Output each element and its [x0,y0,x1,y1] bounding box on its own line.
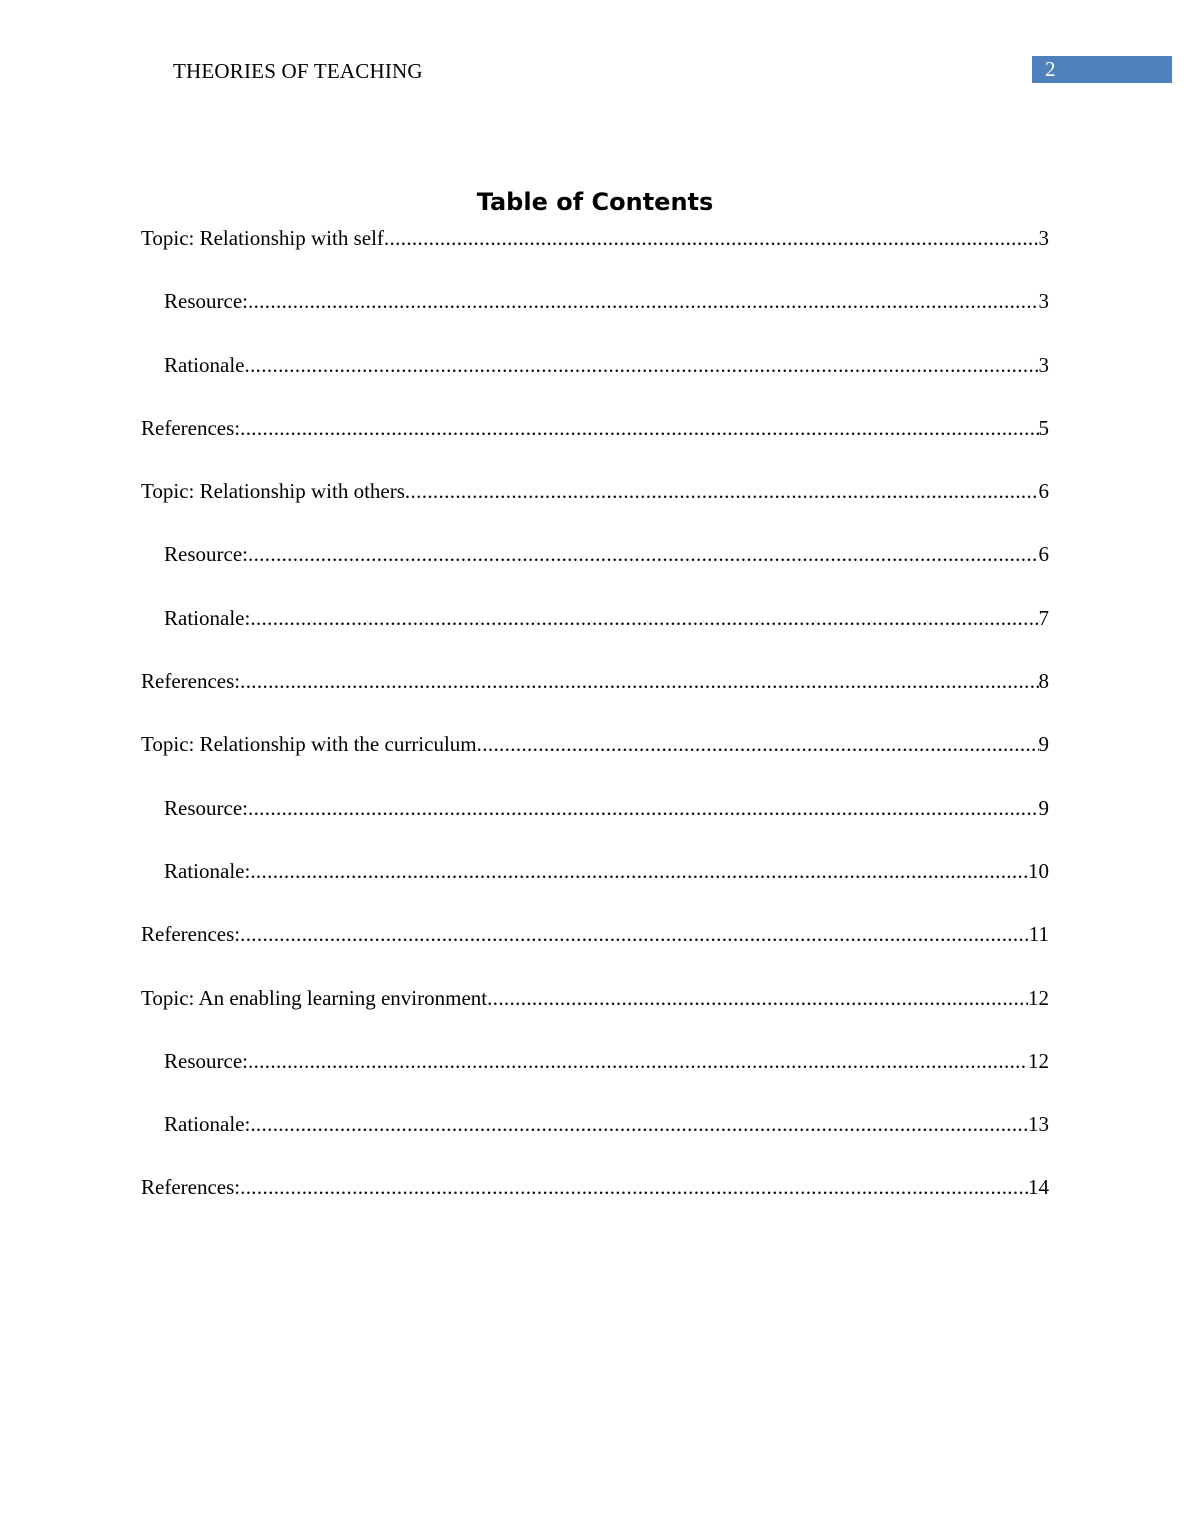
toc-entry-resource-3[interactable] [141,794,1049,857]
toc-entry-resource-1[interactable] [141,287,1049,350]
toc-entry-page: 3 [1038,352,1049,377]
toc-entry-resource-4[interactable] [141,1047,1049,1110]
toc-entry-label: Rationale [164,352,245,377]
toc-entry-label: References: [141,922,241,947]
toc-dot-leader [405,477,1039,505]
toc-entry-label: Resource: [164,542,248,567]
toc-dot-leader [250,1110,1028,1138]
toc-dot-leader [248,540,1039,568]
toc-dot-leader [250,604,1038,632]
toc-entry-page: 12 [1028,985,1049,1010]
toc-entry-topic-others[interactable] [141,477,1049,540]
toc-list [141,224,1049,1237]
toc-entry-label: Rationale: [164,1112,251,1137]
toc-entry-references-1[interactable] [141,414,1049,477]
toc-entry-page: 7 [1038,605,1049,630]
toc-entry-references-4[interactable] [141,1173,1049,1236]
toc-entry-page: 12 [1028,1048,1049,1073]
toc-dot-leader [244,351,1038,379]
toc-dot-leader [248,1047,1028,1075]
toc-entry-label: Rationale: [164,605,251,630]
toc-dot-leader [240,667,1038,695]
toc-entry-page: 14 [1028,1175,1049,1200]
toc-dot-leader [384,224,1039,252]
toc-entry-rationale-4[interactable] [141,1110,1049,1173]
toc-entry-page: 3 [1038,226,1049,250]
toc-entry-label: References: [141,415,241,440]
toc-dot-leader [240,1173,1028,1201]
toc-entry-page: 6 [1038,542,1049,567]
toc-dot-leader [487,984,1028,1012]
toc-heading: Table of Contents [476,188,714,216]
toc-entry-topic-curriculum[interactable] [141,730,1049,793]
toc-entry-label: Topic: An enabling learning environment [141,985,488,1010]
toc-entry-page: 6 [1038,479,1049,504]
toc-dot-leader [248,287,1039,315]
toc-entry-label: References: [141,1175,241,1200]
toc-entry-page: 13 [1028,1112,1049,1137]
toc-entry-rationale-1[interactable] [141,351,1049,414]
running-header-title: THEORIES OF TEACHING [173,59,423,83]
toc-entry-label: Topic: Relationship with the curriculum [141,732,477,757]
toc-dot-leader [477,730,1039,758]
toc-entry-rationale-3[interactable] [141,857,1049,920]
toc-entry-resource-2[interactable] [141,540,1049,603]
toc-entry-label: Topic: Relationship with self [141,226,384,250]
toc-entry-topic-environment[interactable] [141,984,1049,1047]
toc-entry-label: Resource: [164,289,248,314]
toc-entry-page: 3 [1038,289,1049,314]
toc-entry-rationale-2[interactable] [141,604,1049,667]
toc-entry-page: 9 [1038,732,1049,757]
toc-entry-label: Resource: [164,795,248,820]
toc-entry-references-2[interactable] [141,667,1049,730]
toc-entry-label: Resource: [164,1048,248,1073]
toc-dot-leader [250,857,1028,885]
page-number-badge: 2 [1032,56,1172,83]
toc-entry-label: References: [141,669,241,694]
toc-entry-topic-self[interactable] [141,224,1049,287]
toc-dot-leader [240,920,1029,948]
toc-entry-page: 10 [1028,858,1049,883]
toc-dot-leader [240,414,1038,442]
toc-entry-page: 11 [1028,922,1049,947]
toc-entry-page: 9 [1038,795,1049,820]
toc-entry-label: Topic: Relationship with others [141,479,405,504]
toc-entry-page: 5 [1038,415,1049,440]
toc-entry-page: 8 [1038,669,1049,694]
toc-dot-leader [248,794,1039,822]
toc-entry-label: Rationale: [164,858,251,883]
toc-entry-references-3[interactable] [141,920,1049,983]
